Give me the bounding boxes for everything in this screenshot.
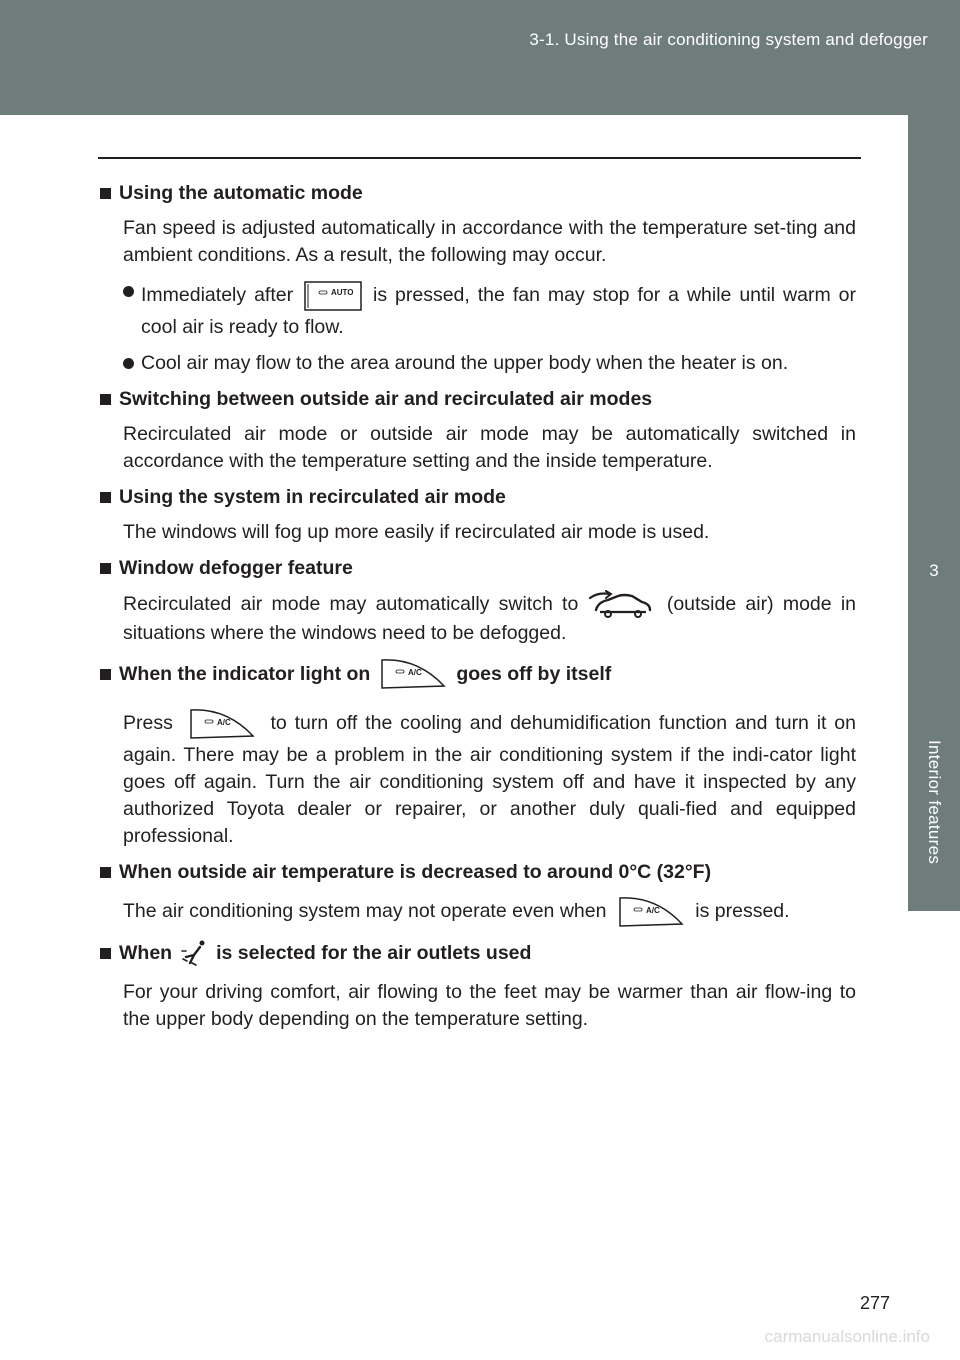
square-bullet-icon <box>100 669 111 680</box>
svg-text:A/C: A/C <box>408 668 423 677</box>
paragraph: Recirculated air mode or outside air mode may be automatically switched in accordance with the temperature setting and the inside temperature. <box>123 423 856 472</box>
section-heading: Switching between outside air and recirculated air modes <box>119 388 653 410</box>
section-air-outlets: When is selected for the air outlets used For your driving comfort, air flowing to the feet may be warmer than air flow-ing to the upper body depending on the temperature setting. <box>98 939 856 1033</box>
list-item: Cool air may flow to the area around the upper body when the heater is on. <box>123 350 856 377</box>
chapter-number: 3 <box>929 561 939 580</box>
square-bullet-icon <box>100 948 111 959</box>
paragraph: Press A/C to turn off the cooling and dehumidification function and turn it on again. There may be a problem in the air conditioning system if the indi-cator light goes off again. Turn the air conditioning system off and have it inspected by any authorized Toyota dealer or repairer, or another duly quali-fied and equipped professional. <box>123 706 856 850</box>
list-item: Immediately after AUTO is pressed, the fan may stop for a while until warm or cool air is ready to flow. <box>123 278 856 341</box>
section-recirculated <box>98 484 856 546</box>
top-rule <box>98 157 861 159</box>
auto-button-icon <box>301 278 365 314</box>
section-heading: Window defogger feature <box>119 557 353 579</box>
ac-button-icon <box>616 894 686 930</box>
chapter-name: Interior features <box>925 740 944 865</box>
square-bullet-icon <box>100 563 111 574</box>
feet-airflow-icon <box>180 939 208 967</box>
chapter-side-tab <box>908 115 960 1360</box>
paragraph: The air conditioning system may not operate even when A/C is pressed. <box>123 894 856 930</box>
outside-air-car-icon <box>588 590 658 620</box>
header-title: 3-1. Using the air conditioning system and defogger <box>529 30 928 49</box>
section-heading: Using the automatic mode <box>119 182 363 204</box>
page-header <box>0 0 960 115</box>
section-heading: Using the system in recirculated air mode <box>119 486 506 508</box>
square-bullet-icon <box>100 394 111 405</box>
section-switching <box>98 386 856 475</box>
watermark: carmanualsonline.info <box>764 1327 930 1346</box>
ac-button-icon <box>187 706 257 742</box>
square-bullet-icon <box>100 867 111 878</box>
paragraph: The windows will fog up more easily if recirculated air mode is used. <box>123 521 710 543</box>
section-cold-temperature <box>98 859 856 930</box>
section-heading: When outside air temperature is decreased to around 0°C (32°F) <box>119 861 712 883</box>
paragraph: For your driving comfort, air flowing to the feet may be warmer than air flow-ing to the upper body depending on the temperature setting. <box>123 981 856 1030</box>
section-defogger <box>98 555 856 647</box>
paragraph: Fan speed is adjusted automatically in accordance with the temperature set-ting and ambient conditions. As a result, the following may occur. <box>123 217 856 266</box>
page-number: 277 <box>860 1293 891 1313</box>
page-content <box>98 180 856 1042</box>
bullet-dot-icon <box>123 358 134 369</box>
ac-button-icon <box>378 656 448 692</box>
section-auto-mode <box>98 180 856 377</box>
paragraph: Recirculated air mode may automatically switch to (outside air) mode in situations where the windows need to be defogged. <box>123 590 856 647</box>
square-bullet-icon <box>100 492 111 503</box>
square-bullet-icon <box>100 188 111 199</box>
svg-text:A/C: A/C <box>216 718 231 727</box>
section-indicator: When the indicator light on A/C goes off by itself Press A/C to turn off the cooling and dehumidification function and turn it on again. There may be a problem in the air conditioning system if the indi-cator light goes off again. Turn the air conditioning system off and have it inspected by any authorized Toyota dealer or repairer, or another duly quali-fied and equipped professional. <box>98 656 856 850</box>
svg-text:AUTO: AUTO <box>331 288 354 297</box>
svg-text:A/C: A/C <box>645 906 660 915</box>
bullet-dot-icon <box>123 286 134 297</box>
